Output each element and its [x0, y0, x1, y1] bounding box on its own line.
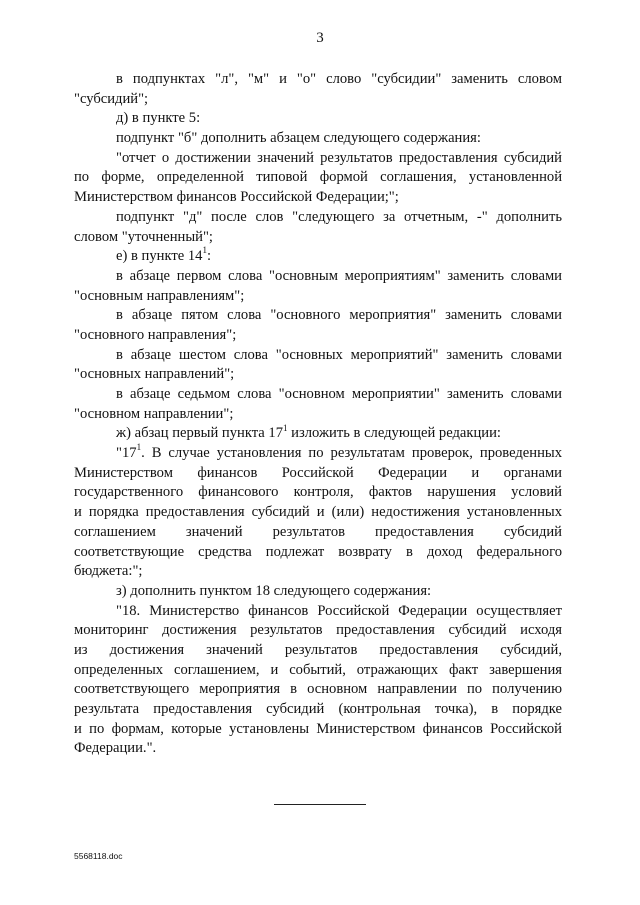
text-line-content: в абзаце пятом слова "основного мероприятия" заменить словами: [116, 307, 562, 324]
text-line-content: мониторинг достижения результатов предоставления субсидий исходя: [74, 622, 562, 639]
text-line-content: соответствующего мероприятия в основном направлении по получению: [74, 681, 562, 698]
text-line-content: государственного финансового контроля, фактов нарушения условий: [74, 484, 562, 501]
superscript: 1: [202, 245, 207, 256]
text-line: [74, 208, 562, 228]
text-line: [74, 326, 562, 346]
text-line: [74, 228, 562, 248]
text-line: [74, 444, 562, 464]
text-line: [74, 543, 562, 563]
text-line-content: подпункт "б" дополнить абзацем следующего содержания:: [116, 130, 481, 147]
text-line-content: "17: [116, 445, 137, 462]
text-line-continuation: . В случае установления по результатам проверок, проведенных: [141, 445, 562, 462]
text-line: [74, 562, 562, 582]
text-line-content: е) в пункте 14: [116, 248, 203, 265]
text-line: [74, 149, 562, 169]
text-line: [74, 346, 562, 366]
text-line-content: "18. Министерство финансов Российской Федерации осуществляет: [116, 602, 562, 619]
text-line: [74, 306, 562, 326]
text-line-continuation: изложить в следующей редакции:: [287, 425, 501, 442]
text-line: [74, 385, 562, 405]
document-body: [74, 70, 562, 759]
text-line: [74, 424, 562, 444]
text-line-content: "основным направлениям";: [74, 287, 245, 304]
text-line-content: Министерством финансов Российской Федерации;";: [74, 189, 399, 206]
text-line: [74, 680, 562, 700]
text-line-content: подпункт "д" после слов "следующего за отчетным, -" дополнить: [116, 208, 562, 225]
text-line-content: ж) абзац первый пункта 17: [116, 425, 284, 442]
text-line-content: в подпунктах "л", "м" и "о" слово "субсидии" заменить словом: [116, 71, 562, 87]
text-line: [74, 739, 562, 759]
text-line-content: по форме, определенной типовой формой соглашения, установленной: [74, 169, 562, 186]
text-line-content: из достижения значений результатов предоставления субсидий,: [74, 641, 562, 658]
text-line: [74, 267, 562, 287]
text-line: [74, 720, 562, 740]
text-line: [74, 661, 562, 681]
text-line: [74, 503, 562, 523]
text-line-content: д) в пункте 5:: [116, 110, 201, 127]
text-line: [74, 188, 562, 208]
text-line: [74, 168, 562, 188]
text-line-content: результата предоставления субсидий (контрольная точка), в порядке: [74, 701, 562, 717]
text-line-content: словом "уточненный";: [74, 228, 213, 245]
text-line-content: "субсидий";: [74, 90, 149, 107]
text-line: [74, 621, 562, 641]
text-line-content: Министерством финансов Российской Федерации и органами: [74, 464, 562, 481]
text-line: [74, 247, 562, 267]
text-line: [74, 109, 562, 129]
text-line-content: бюджета:";: [74, 563, 143, 580]
text-line-content: соглашением значений результатов предоставления субсидий: [74, 523, 562, 540]
text-line: [74, 70, 562, 90]
text-line: [74, 365, 562, 385]
text-line-content: "основном направлении";: [74, 405, 234, 422]
text-line: [74, 523, 562, 543]
text-line-content: определенных соглашением, и событий, отражающих факт завершения: [74, 661, 562, 678]
text-line-content: и по формам, которые установлены Министерством финансов Российской: [74, 720, 562, 737]
text-line: [74, 129, 562, 149]
text-line-content: "основного направления";: [74, 326, 237, 343]
file-name-footer: 5568118.doc: [74, 851, 123, 861]
text-line: [74, 287, 562, 307]
text-line-content: Федерации.".: [74, 740, 157, 757]
text-line-content: "отчет о достижении значений результатов предоставления субсидий: [116, 149, 562, 166]
text-line-content: соответствующие средства подлежат возврату в доход федерального: [74, 543, 562, 560]
text-line-content: и порядка предоставления субсидий и (или) недостижения установленных: [74, 504, 562, 521]
text-line: [74, 464, 562, 484]
text-line-content: в абзаце седьмом слова "основном мероприятии" заменить словами: [116, 386, 562, 402]
superscript: 1: [136, 442, 142, 453]
text-line-content: з) дополнить пунктом 18 следующего содержания:: [116, 582, 432, 599]
text-line-content: в абзаце шестом слова "основных мероприятий" заменить словами: [116, 346, 562, 363]
text-line: [74, 90, 562, 110]
end-divider: [274, 804, 366, 805]
text-line: [74, 641, 562, 661]
text-line: [74, 700, 562, 720]
text-line: [74, 582, 562, 602]
page-number: 3: [316, 30, 324, 46]
text-line: [74, 483, 562, 503]
text-line: [74, 405, 562, 425]
superscript: 1: [283, 422, 288, 433]
text-line-content: "основных направлений";: [74, 366, 235, 383]
text-line: [74, 602, 562, 622]
text-line-continuation: :: [206, 248, 211, 265]
text-line-content: в абзаце первом слова "основным мероприятиям" заменить словами: [116, 267, 562, 284]
